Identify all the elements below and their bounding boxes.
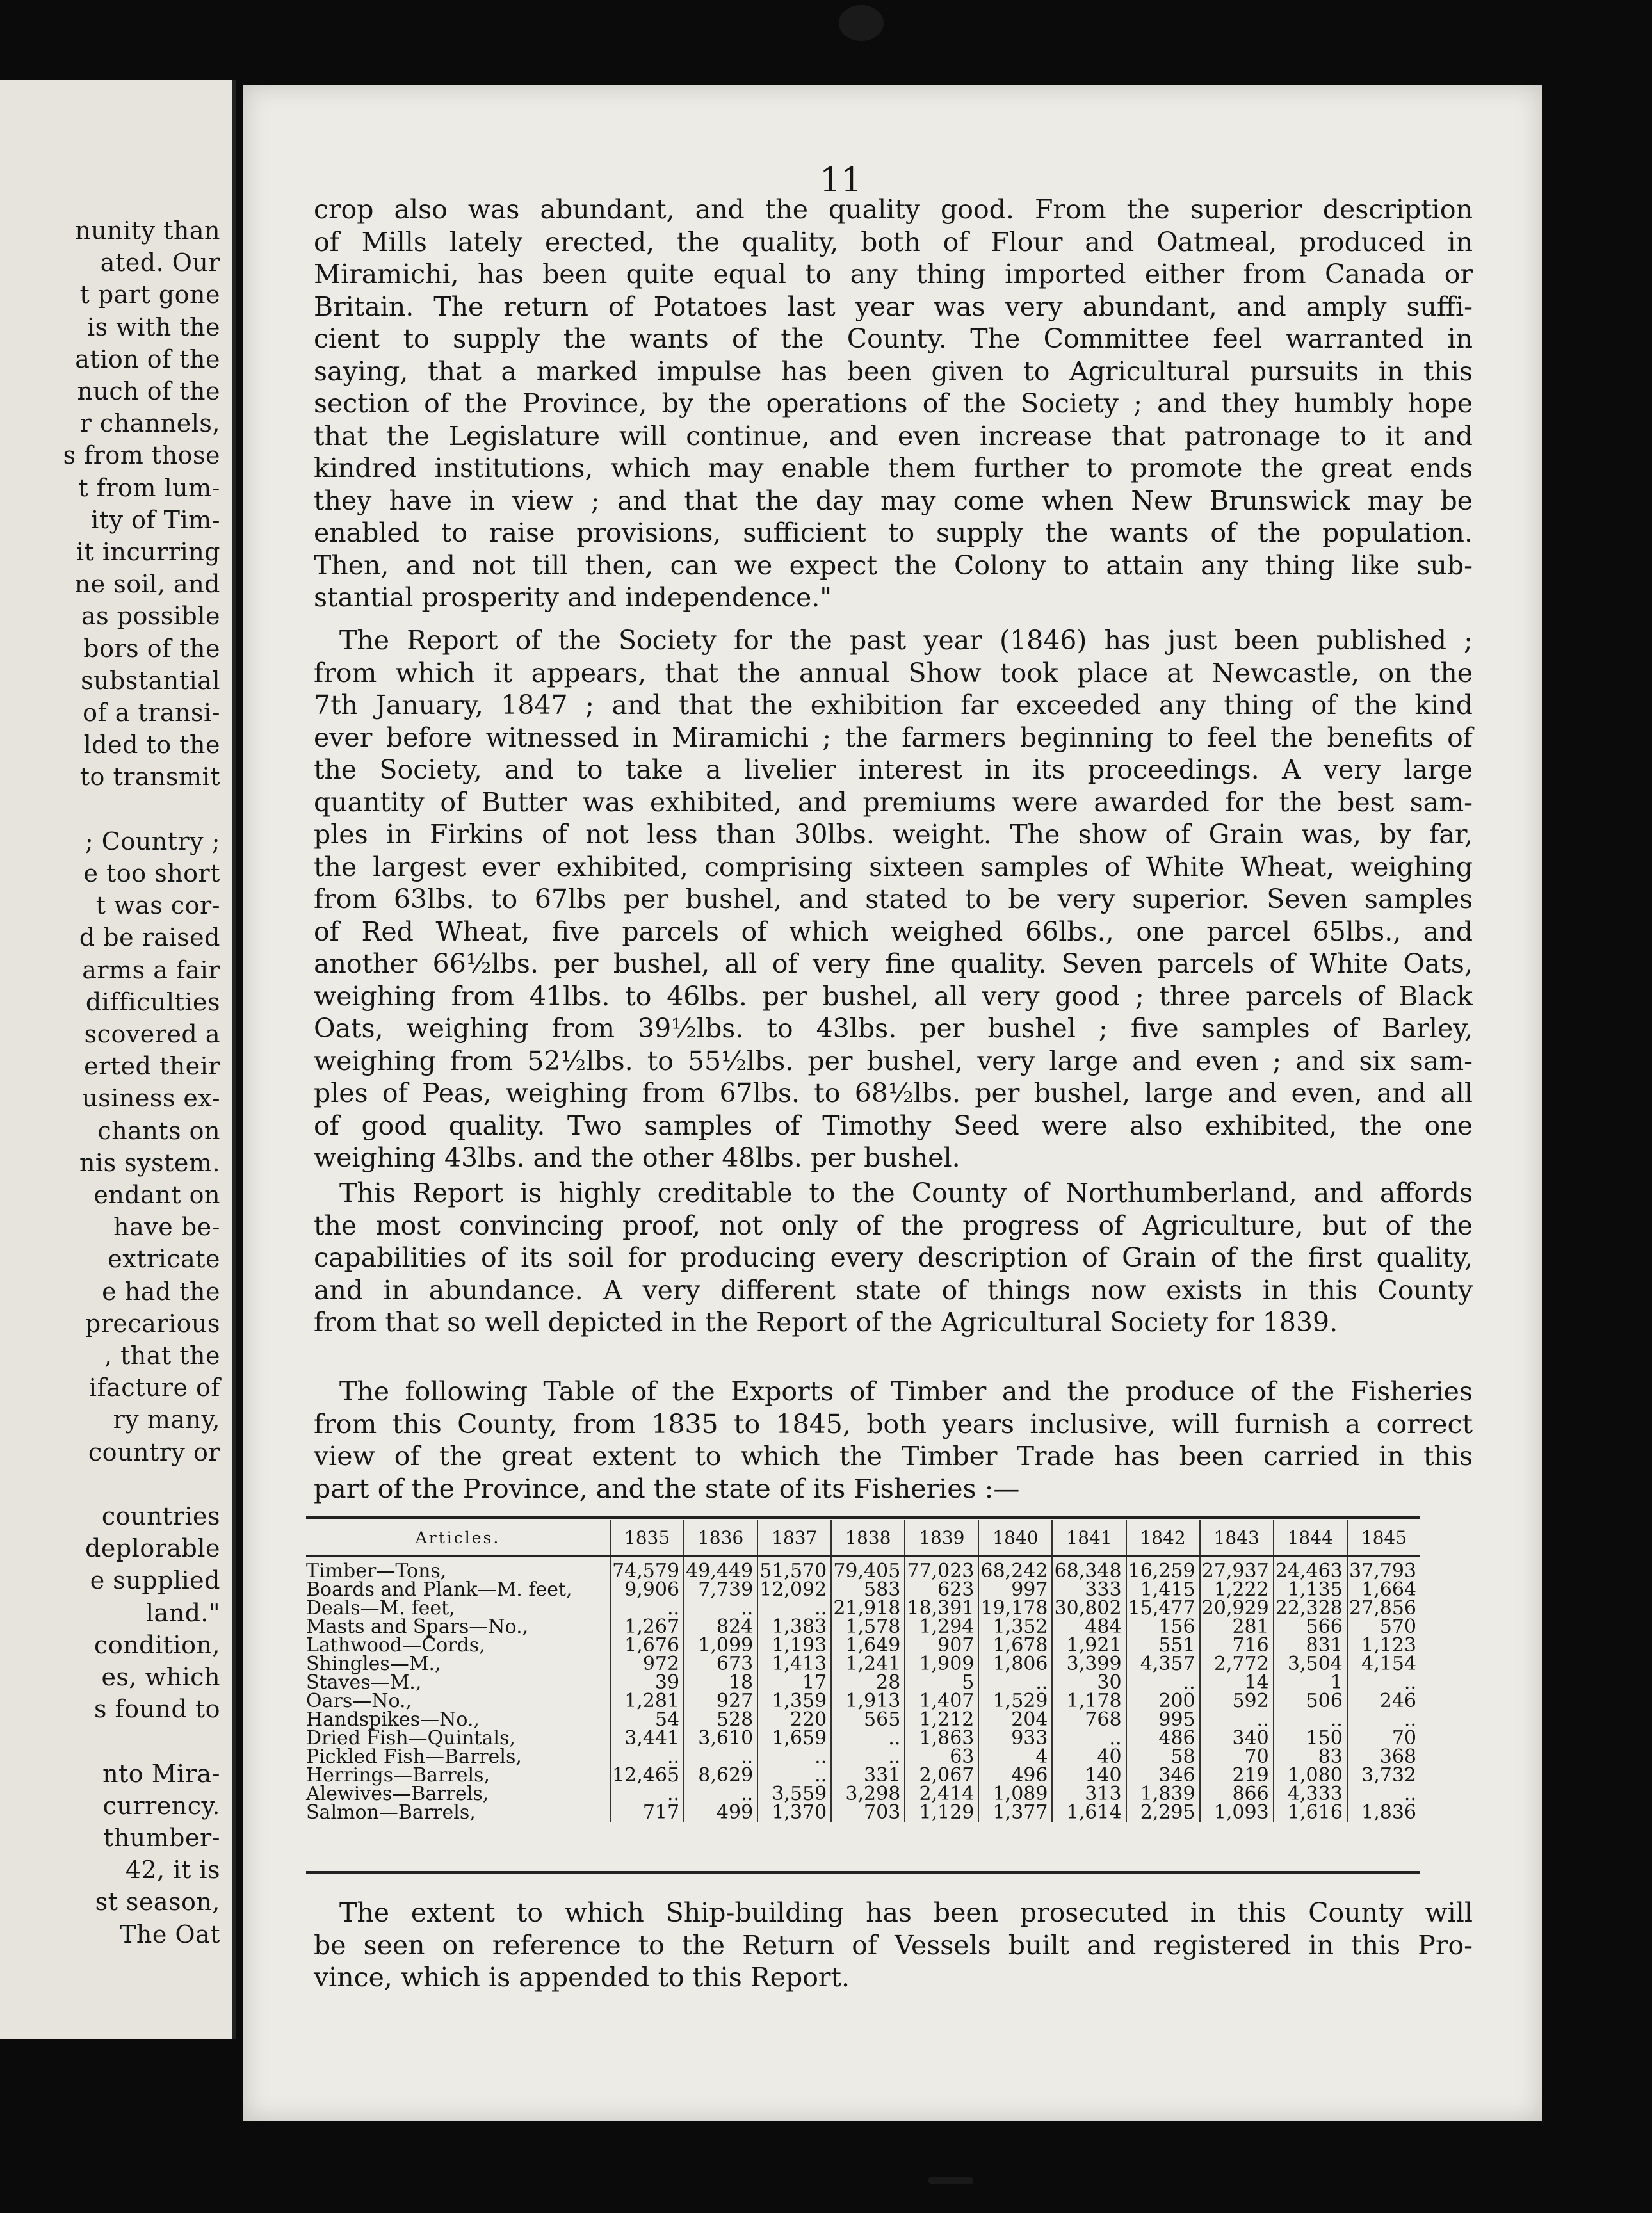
table-cell-value: ..	[1274, 1710, 1347, 1729]
facing-page-line: ; Country ;	[85, 827, 220, 855]
paragraph-line: saying, that a marked impulse has been given to Agricultural pursuits in this	[314, 355, 1473, 387]
paragraph-line: the most convincing proof, not only of the progress of Agriculture, but of the	[314, 1210, 1473, 1241]
table-cell-value: 204	[978, 1710, 1052, 1729]
table-cell-value: 27,937	[1200, 1556, 1274, 1581]
paragraph-line: from 63lbs. to 67lbs per bushel, and stated to be very superior. Seven samples	[314, 884, 1473, 914]
table-cell-article: Alewives—Barrels,	[306, 1783, 489, 1805]
paragraph-line: another 66½lbs. per bushel, all of very fine quality. Seven parcels of White Oats,	[314, 948, 1473, 979]
table-header-year: 1843	[1200, 1520, 1274, 1556]
table-row	[306, 1692, 1420, 1710]
table-cell-value: 1,415	[1126, 1580, 1200, 1599]
table-cell-value: 933	[978, 1729, 1052, 1747]
table-cell-value: 9,906	[610, 1580, 684, 1599]
table-cell-article: Staves—M.,	[306, 1671, 422, 1694]
paragraph-line: and in abundance. A very different state of things now exists in this County	[314, 1274, 1473, 1306]
paragraph-line: ples in Firkins of not less than 30lbs. weight. The show of Grain was, by far,	[314, 819, 1473, 850]
table-cell-value: 566	[1274, 1617, 1347, 1636]
table-cell-value: 1,267	[610, 1617, 684, 1636]
facing-page-line: e too short	[83, 859, 220, 888]
table-cell-value: 368	[1347, 1747, 1420, 1766]
table-cell-value: 15,477	[1126, 1599, 1200, 1617]
table-cell-value: 68,242	[978, 1556, 1052, 1581]
paragraph-line: weighing from 41lbs. to 46lbs. per bushel, all very good ; three parcels of Black	[314, 980, 1473, 1012]
table-cell-value: 19,178	[978, 1599, 1052, 1617]
facing-page-line: t was cor-	[95, 891, 220, 920]
table-cell-value: 1,093	[1200, 1803, 1274, 1822]
table-cell-value: 58	[1126, 1747, 1200, 1766]
paragraph-line: Then, and not till then, can we expect the Colony to attain any thing like sub-	[314, 549, 1473, 581]
facing-page-fragment	[0, 80, 236, 2039]
table-header-year: 1844	[1274, 1520, 1347, 1556]
table-cell-article: Dried Fish—Quintals,	[306, 1727, 515, 1749]
table-row	[306, 1803, 1420, 1822]
table-cell-value: ..	[831, 1729, 905, 1747]
table-cell-value: 1,614	[1052, 1803, 1126, 1822]
table-cell-value: 716	[1200, 1636, 1274, 1655]
table-cell-value: 1,407	[905, 1692, 978, 1710]
facing-page-line: nis system.	[79, 1148, 220, 1177]
table-cell-value: 997	[978, 1580, 1052, 1599]
table-cell-value: 70	[1200, 1747, 1274, 1766]
table-row	[306, 1599, 1420, 1617]
table-cell-value: 1,836	[1347, 1803, 1420, 1822]
facing-page-line: land."	[145, 1598, 220, 1627]
table-header-year: 1836	[684, 1520, 757, 1556]
table-cell-article: Salmon—Barrels,	[306, 1801, 476, 1824]
table-cell-value: 1,413	[757, 1655, 831, 1673]
table-cell-value: 484	[1052, 1617, 1126, 1636]
paragraph-line: section of the Province, by the operations of the Society ; and they humbly hope	[314, 388, 1473, 419]
table-row	[306, 1655, 1420, 1673]
facing-page-line: bors of the	[83, 634, 220, 663]
table-cell-value: 1,178	[1052, 1692, 1126, 1710]
table-cell-value: 51,570	[757, 1556, 831, 1581]
table-cell-value: ..	[1347, 1785, 1420, 1803]
table-row	[306, 1580, 1420, 1599]
paragraph-line: cient to supply the wants of the County. The Committee feel warranted in	[314, 323, 1473, 354]
table-cell-value: 2,772	[1200, 1655, 1274, 1673]
table-cell-value: 3,559	[757, 1785, 831, 1803]
table-header-year: 1837	[757, 1520, 831, 1556]
table-cell-value: 565	[831, 1710, 905, 1729]
table-cell-article: Boards and Plank—M. feet,	[306, 1578, 572, 1601]
facing-page-line: ifacture of	[88, 1374, 220, 1402]
paragraph-line: Britain. The return of Potatoes last year was very abundant, and amply suffi-	[314, 291, 1473, 322]
table-cell-value: 927	[684, 1692, 757, 1710]
table-cell-article: Masts and Spars—No.,	[306, 1616, 529, 1638]
table-cell-value: ..	[757, 1747, 831, 1766]
table-cell-value: ..	[684, 1747, 757, 1766]
table-cell-value: 28	[831, 1673, 905, 1692]
paragraph-line: crop also was abundant, and the quality good. From the superior description	[314, 194, 1473, 225]
facing-page-line: substantial	[81, 666, 220, 695]
table-cell-value: 313	[1052, 1785, 1126, 1803]
facing-page-line: erted their	[84, 1052, 220, 1081]
facing-page-line: ry many,	[113, 1406, 220, 1434]
paragraph-line: the largest ever exhibited, comprising sixteen samples of White Wheat, weighing	[314, 851, 1473, 882]
facing-page-line: ation of the	[75, 345, 220, 373]
table-row	[306, 1747, 1420, 1766]
table-header-row	[306, 1520, 1420, 1556]
table-cell-value: 14	[1200, 1673, 1274, 1692]
paragraph-line: view of the great extent to which the Timber Trade has been carried in this	[314, 1441, 1473, 1471]
table-cell-value: 27,856	[1347, 1599, 1420, 1617]
paragraph-line: ever before witnessed in Miramichi ; the farmers beginning to feel the benefits of	[314, 722, 1473, 753]
facing-page-line: is with the	[87, 312, 220, 341]
facing-page-line: s found to	[93, 1695, 220, 1724]
facing-page-line: of a transi-	[83, 699, 220, 727]
table-header-year: 1845	[1347, 1520, 1420, 1556]
facing-page-line: usiness ex-	[82, 1084, 220, 1113]
table-cell-value: 1,913	[831, 1692, 905, 1710]
paragraph-line: kindred institutions, which may enable them further to promote the great ends	[314, 453, 1473, 483]
table-cell-value: 1,281	[610, 1692, 684, 1710]
facing-page-line: st season,	[95, 1888, 220, 1917]
table-cell-value: 150	[1274, 1729, 1347, 1747]
table-bottom-rule	[306, 1871, 1420, 1874]
table-cell-value: 346	[1126, 1766, 1200, 1785]
table-cell-value: 219	[1200, 1766, 1274, 1785]
facing-page-line: extricate	[108, 1245, 220, 1274]
table-cell-value: 340	[1200, 1729, 1274, 1747]
table-cell-value: ..	[1052, 1729, 1126, 1747]
table-cell-value: 528	[684, 1710, 757, 1729]
table-row	[306, 1710, 1420, 1729]
table-cell-value: 18,391	[905, 1599, 978, 1617]
facing-page-line: thumber-	[103, 1824, 220, 1852]
table-cell-value: 3,504	[1274, 1655, 1347, 1673]
table-cell-value: 5	[905, 1673, 978, 1692]
table-cell-value: 22,328	[1274, 1599, 1347, 1617]
table-cell-value: ..	[757, 1766, 831, 1785]
paragraph-line: stantial prosperity and independence."	[314, 582, 832, 613]
paragraph-line: of Red Wheat, five parcels of which weighed 66lbs., one parcel 65lbs., and	[314, 916, 1473, 947]
table-cell-value: 3,441	[610, 1729, 684, 1747]
table-cell-value: 1,616	[1274, 1803, 1347, 1822]
table-cell-value: ..	[610, 1599, 684, 1617]
table-cell-value: 4,357	[1126, 1655, 1200, 1673]
paragraph-line: of good quality. Two samples of Timothy Seed were also exhibited, the one	[314, 1110, 1473, 1141]
facing-page-line: to transmit	[79, 763, 220, 791]
table-cell-value: 246	[1347, 1692, 1420, 1710]
table-header-year: 1835	[610, 1520, 684, 1556]
table-cell-value: 3,732	[1347, 1766, 1420, 1785]
document-page	[243, 85, 1542, 2121]
facing-page-line: lded to the	[83, 731, 220, 759]
facing-page-line: difficulties	[85, 987, 220, 1016]
table-cell-value: 77,023	[905, 1556, 978, 1581]
table-cell-value: 1,089	[978, 1785, 1052, 1803]
table-cell-value: ..	[684, 1599, 757, 1617]
table-cell-article: Pickled Fish—Barrels,	[306, 1746, 522, 1768]
table-cell-value: 1,359	[757, 1692, 831, 1710]
facing-page-line: t part gone	[79, 280, 220, 309]
paragraph-line: Miramichi, has been quite equal to any thing imported either from Canada or	[314, 259, 1473, 289]
table-row	[306, 1766, 1420, 1785]
table-cell-value: 16,259	[1126, 1556, 1200, 1581]
facing-page-line: condition,	[94, 1630, 220, 1659]
paragraph-line: Oats, weighing from 39½lbs. to 43lbs. per bushel ; five samples of Barley,	[314, 1013, 1473, 1044]
table-cell-value: ..	[1126, 1673, 1200, 1692]
facing-page-line: chants on	[97, 1116, 220, 1145]
table-cell-value: 486	[1126, 1729, 1200, 1747]
table-cell-value: 4,154	[1347, 1655, 1420, 1673]
table-cell-value: 30,802	[1052, 1599, 1126, 1617]
closing-line: vince, which is appended to this Report.	[314, 1962, 850, 1993]
table-cell-value: 1,129	[905, 1803, 978, 1822]
paragraph-line: they have in view ; and that the day may come when New Brunswick may be	[314, 485, 1473, 516]
facing-page-line: nuch of the	[77, 377, 220, 405]
paragraph-line: part of the Province, and the state of its Fisheries :—	[314, 1473, 1020, 1504]
paragraph-line: ples of Peas, weighing from 67lbs. to 68½lbs. per bushel, large and even, and all	[314, 1078, 1473, 1108]
table-cell-value: 1,352	[978, 1617, 1052, 1636]
table-cell-value: 1,676	[610, 1636, 684, 1655]
facing-page-line: e supplied	[90, 1566, 220, 1595]
table-cell-value: 506	[1274, 1692, 1347, 1710]
table-cell-value: 220	[757, 1710, 831, 1729]
paragraph-line: enabled to raise provisions, sufficient to supply the wants of the population.	[314, 517, 1473, 548]
table-cell-value: 1,806	[978, 1655, 1052, 1673]
table-cell-value: 37,793	[1347, 1556, 1420, 1581]
table-cell-value: 20,929	[1200, 1599, 1274, 1617]
table-cell-value: 1,123	[1347, 1636, 1420, 1655]
table-header-year: 1841	[1052, 1520, 1126, 1556]
table-cell-value: 3,399	[1052, 1655, 1126, 1673]
closing-line: The extent to which Ship-building has been prosecuted in this County will	[339, 1897, 1473, 1928]
table-row	[306, 1673, 1420, 1692]
paragraph-line: capabilities of its soil for producing every description of Grain of the first quality,	[314, 1242, 1473, 1273]
table-cell-value: 49,449	[684, 1556, 757, 1581]
table-cell-value: 4,333	[1274, 1785, 1347, 1803]
table-cell-value: 2,067	[905, 1766, 978, 1785]
table-cell-value: ..	[610, 1785, 684, 1803]
table-cell-value: 331	[831, 1766, 905, 1785]
table-row	[306, 1556, 1420, 1581]
table-cell-value: 1,664	[1347, 1580, 1420, 1599]
table-header-year: 1839	[905, 1520, 978, 1556]
table-cell-value: 4	[978, 1747, 1052, 1766]
table-cell-value: 831	[1274, 1636, 1347, 1655]
table-cell-value: 83	[1274, 1747, 1347, 1766]
facing-page-line: endant on	[93, 1181, 220, 1209]
facing-page-line: ne soil, and	[74, 570, 220, 599]
table-cell-value: 717	[610, 1803, 684, 1822]
table-cell-value: 1,839	[1126, 1785, 1200, 1803]
table-row	[306, 1729, 1420, 1747]
closing-line: be seen on reference to the Return of Vessels built and registered in this Pro-	[314, 1929, 1473, 1961]
table-cell-value: 1,294	[905, 1617, 978, 1636]
table-cell-value: 673	[684, 1655, 757, 1673]
table-cell-value: 1,529	[978, 1692, 1052, 1710]
table-cell-value: 570	[1347, 1617, 1420, 1636]
page-number: 11	[820, 161, 862, 200]
table-cell-value: 1,921	[1052, 1636, 1126, 1655]
facing-page-line: d be raised	[79, 923, 220, 952]
table-cell-value: 21,918	[831, 1599, 905, 1617]
table-cell-value: ..	[1347, 1673, 1420, 1692]
exports-table	[306, 1520, 1420, 1822]
table-cell-article: Herrings—Barrels,	[306, 1764, 490, 1787]
table-cell-value: 79,405	[831, 1556, 905, 1581]
facing-page-line: arms a fair	[82, 955, 220, 984]
table-cell-value: 333	[1052, 1580, 1126, 1599]
paragraph-line: the Society, and to take a livelier interest in its proceedings. A very large	[314, 754, 1473, 785]
paragraph-line: 7th January, 1847 ; and that the exhibition far exceeded any thing of the kind	[314, 690, 1473, 720]
table-cell-value: 1,659	[757, 1729, 831, 1747]
paragraph-line: The Report of the Society for the past year (1846) has just been published ;	[339, 625, 1473, 656]
table-cell-value: 1,678	[978, 1636, 1052, 1655]
table-cell-value: 1,222	[1200, 1580, 1274, 1599]
table-cell-value: 1,241	[831, 1655, 905, 1673]
table-header-year: 1838	[831, 1520, 905, 1556]
table-cell-article: Oars—No.,	[306, 1690, 412, 1712]
table-cell-value: ..	[684, 1785, 757, 1803]
table-row	[306, 1617, 1420, 1636]
table-cell-value: 866	[1200, 1785, 1274, 1803]
table-cell-value: 972	[610, 1655, 684, 1673]
facing-page-line: scovered a	[84, 1020, 220, 1048]
facing-page-line: country or	[88, 1438, 220, 1466]
table-header-year: 1842	[1126, 1520, 1200, 1556]
table-cell-value: 54	[610, 1710, 684, 1729]
facing-page-line: it incurring	[76, 538, 220, 566]
table-cell-value: 995	[1126, 1710, 1200, 1729]
table-cell-value: 1,099	[684, 1636, 757, 1655]
facing-page-line: The Oat	[120, 1920, 220, 1949]
table-cell-value: ..	[831, 1747, 905, 1766]
table-cell-value: 3,298	[831, 1785, 905, 1803]
table-cell-value: 824	[684, 1617, 757, 1636]
table-cell-value: 12,465	[610, 1766, 684, 1785]
table-cell-value: ..	[1200, 1710, 1274, 1729]
table-cell-value: 40	[1052, 1747, 1126, 1766]
paragraph-line: weighing from 52½lbs. to 55½lbs. per bushel, very large and even ; and six sam-	[314, 1045, 1473, 1076]
table-header-articles: Articles.	[415, 1528, 501, 1547]
table-cell-value: 140	[1052, 1766, 1126, 1785]
table-cell-value: 70	[1347, 1729, 1420, 1747]
table-cell-value: 24,463	[1274, 1556, 1347, 1581]
table-cell-value: 2,295	[1126, 1803, 1200, 1822]
table-cell-value: 623	[905, 1580, 978, 1599]
table-cell-value: 3,610	[684, 1729, 757, 1747]
paragraph-line: This Report is highly creditable to the County of Northumberland, and affords	[339, 1178, 1473, 1208]
table-cell-value: 1,383	[757, 1617, 831, 1636]
table-cell-value: 551	[1126, 1636, 1200, 1655]
table-row	[306, 1636, 1420, 1655]
table-cell-value: 7,739	[684, 1580, 757, 1599]
table-cell-article: Deals—M. feet,	[306, 1597, 455, 1619]
table-cell-article: Handspikes—No.,	[306, 1708, 480, 1731]
table-cell-value: 63	[905, 1747, 978, 1766]
paragraph-line: weighing 43lbs. and the other 48lbs. per bushel.	[314, 1142, 960, 1173]
table-cell-value: 39	[610, 1673, 684, 1692]
facing-page-line: as possible	[81, 602, 220, 631]
facing-page-line: countries	[101, 1502, 220, 1530]
table-cell-value: 1,370	[757, 1803, 831, 1822]
table-cell-value: 8,629	[684, 1766, 757, 1785]
paragraph-line: from which it appears, that the annual Show took place at Newcastle, on the	[314, 657, 1473, 688]
table-cell-value: ..	[610, 1747, 684, 1766]
facing-page-line: es, which	[101, 1663, 220, 1691]
table-cell-value: 68,348	[1052, 1556, 1126, 1581]
table-cell-value: 1,212	[905, 1710, 978, 1729]
table-cell-value: 1,080	[1274, 1766, 1347, 1785]
facing-page-line: ated. Our	[100, 248, 220, 277]
table-cell-value: 1,377	[978, 1803, 1052, 1822]
facing-page-line: s from those	[63, 441, 220, 470]
paragraph-line: quantity of Butter was exhibited, and premiums were awarded for the best sam-	[314, 786, 1473, 818]
table-cell-value: 2,414	[905, 1785, 978, 1803]
table-cell-article: Shingles—M.,	[306, 1653, 441, 1675]
facing-page-line: nto Mira-	[102, 1759, 220, 1788]
table-cell-value: 17	[757, 1673, 831, 1692]
facing-page-line: e had the	[102, 1277, 220, 1306]
facing-page-line: nunity than	[75, 216, 220, 245]
table-cell-value: 1,909	[905, 1655, 978, 1673]
table-cell-value: 583	[831, 1580, 905, 1599]
table-cell-article: Lathwood—Cords,	[306, 1634, 485, 1657]
facing-page-line: t from lum-	[78, 473, 220, 502]
table-cell-value: 907	[905, 1636, 978, 1655]
facing-page-line: have be-	[113, 1213, 220, 1242]
facing-page-line: 42, it is	[125, 1856, 220, 1885]
ink-blot	[839, 5, 884, 41]
table-cell-value: ..	[978, 1673, 1052, 1692]
table-cell-value: 200	[1126, 1692, 1200, 1710]
facing-page-line: , that the	[104, 1342, 220, 1370]
paragraph-line: from this County, from 1835 to 1845, both years inclusive, will furnish a correct	[314, 1408, 1473, 1439]
table-cell-value: 156	[1126, 1617, 1200, 1636]
table-cell-value: 499	[684, 1803, 757, 1822]
table-row	[306, 1785, 1420, 1803]
table-cell-value: 1,649	[831, 1636, 905, 1655]
table-cell-value: 496	[978, 1766, 1052, 1785]
paragraph-line: of Mills lately erected, the quality, both of Flour and Oatmeal, produced in	[314, 226, 1473, 257]
table-cell-value: 1	[1274, 1673, 1347, 1692]
ink-mark	[928, 2177, 973, 2184]
paragraph-line: The following Table of the Exports of Timber and the produce of the Fisheries	[339, 1376, 1473, 1407]
table-cell-value: 74,579	[610, 1556, 684, 1581]
table-cell-value: ..	[757, 1599, 831, 1617]
table-cell-value: 1,863	[905, 1729, 978, 1747]
table-cell-value: ..	[1347, 1710, 1420, 1729]
facing-page-line: deplorable	[85, 1534, 220, 1563]
table-cell-value: 703	[831, 1803, 905, 1822]
table-header-year: 1840	[978, 1520, 1052, 1556]
facing-page-line: r channels,	[79, 409, 220, 438]
table-cell-value: 1,578	[831, 1617, 905, 1636]
table-cell-value: 18	[684, 1673, 757, 1692]
facing-page-line: precarious	[85, 1309, 220, 1338]
table-top-rule	[306, 1516, 1420, 1519]
table-cell-value: 30	[1052, 1673, 1126, 1692]
paragraph-line: that the Legislature will continue, and even increase that patronage to it and	[314, 420, 1473, 451]
table-cell-article: Timber—Tons,	[306, 1560, 447, 1582]
table-cell-value: 768	[1052, 1710, 1126, 1729]
table-cell-value: 12,092	[757, 1580, 831, 1599]
table-cell-value: 1,193	[757, 1636, 831, 1655]
facing-page-line: currency.	[102, 1791, 220, 1820]
paragraph-line: from that so well depicted in the Report of the Agricultural Society for 1839.	[314, 1307, 1338, 1338]
table-cell-value: 281	[1200, 1617, 1274, 1636]
table-cell-value: 592	[1200, 1692, 1274, 1710]
table-cell-value: 1,135	[1274, 1580, 1347, 1599]
facing-page-line: ity of Tim-	[91, 505, 220, 534]
